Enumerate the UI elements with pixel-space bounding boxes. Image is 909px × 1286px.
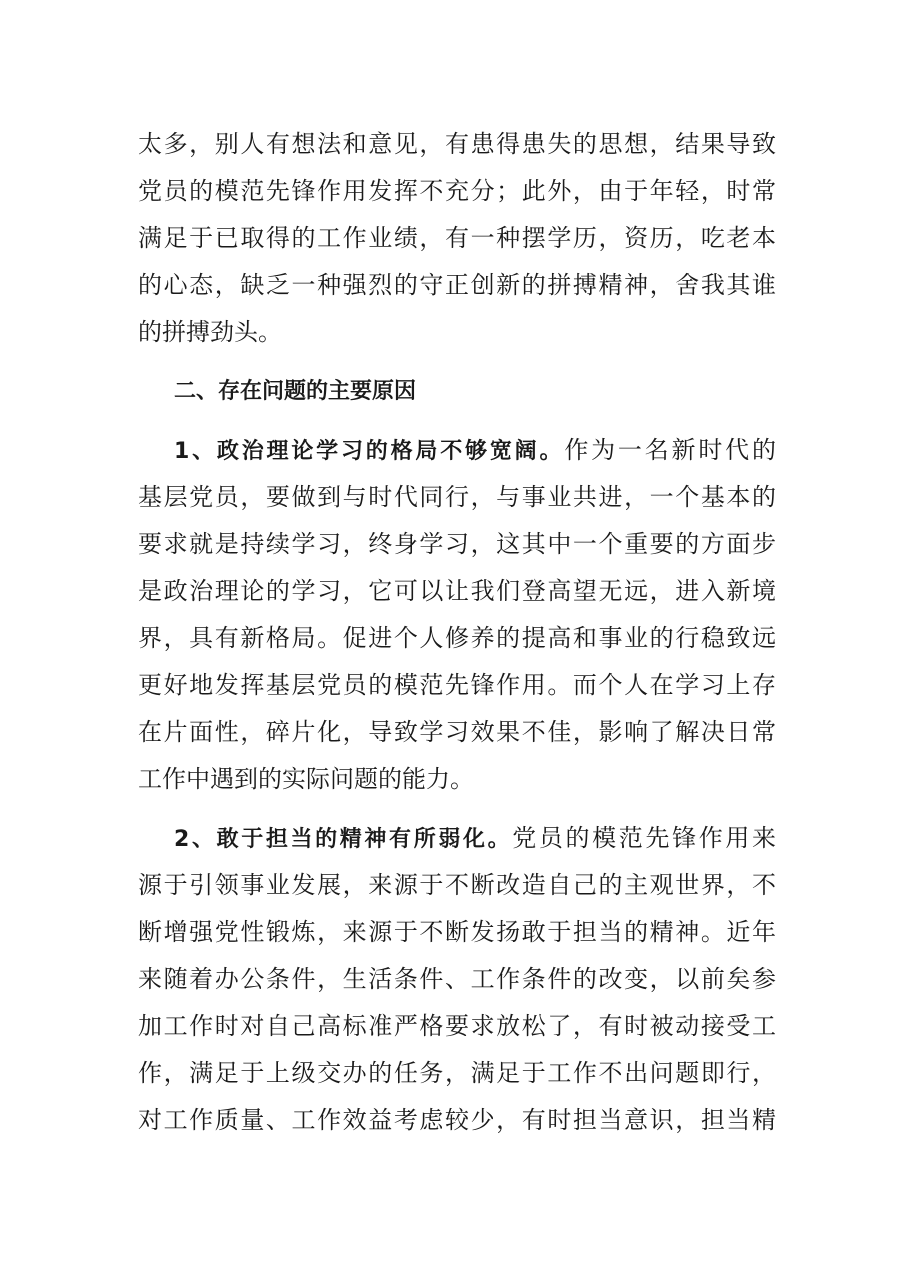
intro-paragraph [138, 121, 776, 356]
text-line: 的拼搏劲头。 [138, 318, 282, 346]
text-line: 加工作时对自己高标准严格要求放松了，有时被动接受工 [138, 1012, 776, 1040]
point-2-lead: 2、敢于担当的精神有所弱化。 [174, 827, 513, 852]
text-line: 对工作质量、工作效益考虑较少，有时担当意识，担当精 [138, 1106, 776, 1134]
text-line: 断增强党性锻炼，来源于不断发扬敢于担当的精神。近年 [138, 918, 776, 946]
document-body [138, 121, 776, 1144]
text-line: 太多，别人有想法和意见，有患得患失的思想，结果导致 [138, 130, 776, 158]
point-1-first-rest: 作为一名新时代的 [564, 436, 776, 464]
point-1-first-line [138, 427, 776, 474]
text-line: 更好地发挥基层党员的模范先锋作用。而个人在学习上存 [138, 671, 776, 699]
text-line: 的心态，缺乏一种强烈的守正创新的拼搏精神，舍我其谁 [138, 271, 776, 299]
point-1-lead: 1、政治理论学习的格局不够宽阔。 [174, 439, 565, 464]
text-line: 作，满足于上级交办的任务，满足于工作不出问题即行， [138, 1059, 776, 1087]
section-heading: 二、存在问题的主要原因 [174, 379, 417, 404]
text-line: 源于引领事业发展，来源于不断改造自己的主观世界，不 [138, 871, 776, 899]
point-2-first-rest: 党员的模范先锋作用来 [512, 824, 776, 852]
text-line: 要求就是持续学习，终身学习，这其中一个重要的方面步 [138, 530, 776, 558]
text-line: 基层党员，要做到与时代同行，与事业共进，一个基本的 [138, 483, 776, 511]
point-2-paragraph [138, 815, 776, 1144]
point-1-paragraph [138, 427, 776, 803]
text-line: 界，具有新格局。促进个人修养的提高和事业的行稳致远 [138, 624, 776, 652]
point-2-first-line [138, 815, 776, 862]
text-line: 在片面性，碎片化，导致学习效果不佳，影响了解决日常 [138, 718, 776, 746]
text-line: 满足于已取得的工作业绩，有一种摆学历，资历，吃老本 [138, 224, 776, 252]
text-line: 是政治理论的学习，它可以让我们登高望无远，进入新境 [138, 577, 776, 605]
text-line: 党员的模范先锋作用发挥不充分；此外，由于年轻，时常 [138, 177, 776, 205]
text-line: 工作中遇到的实际问题的能力。 [138, 765, 474, 793]
paragraph-spacer [138, 803, 776, 815]
text-line: 来随着办公条件，生活条件、工作条件的改变，以前矣参 [138, 965, 776, 993]
